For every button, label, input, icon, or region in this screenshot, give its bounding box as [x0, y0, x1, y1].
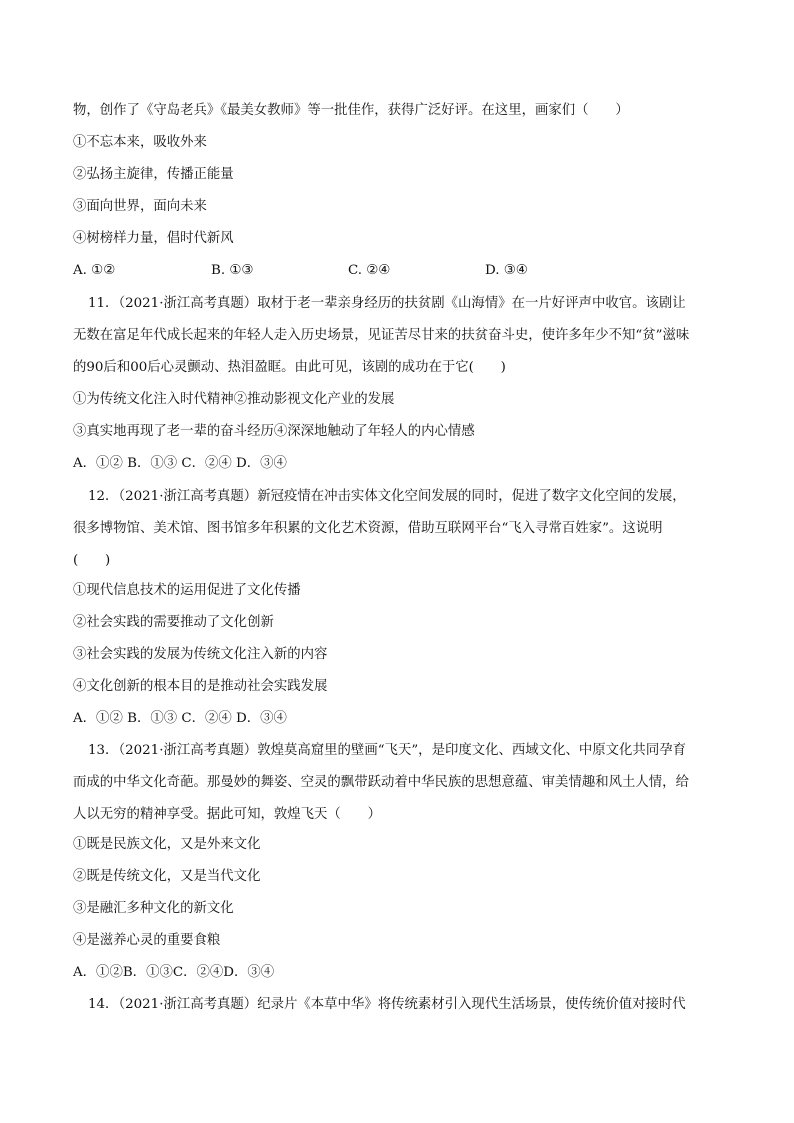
q13-options: A．①②B．①③C．②④D．③④: [73, 965, 275, 980]
q10-stem-tail: 物，创作了《守岛老兵》《最美女教师》等一批佳作，获得广泛好评。在这里，画家们（ ）: [73, 103, 629, 118]
q11-item-row-1: ①为传统文化注入时代精神②推动影视文化产业的发展: [73, 392, 395, 407]
q10-item-4: ④树榜样力量，倡时代新风: [73, 231, 234, 246]
q13-item-1: ①既是民族文化，又是外来文化: [73, 837, 261, 852]
q10-item-3: ③面向世界，面向未来: [73, 199, 207, 214]
q12-stem-line-3: ( ): [73, 553, 111, 568]
q12-stem-line-1: 12．（2021·浙江高考真题）新冠疫情在冲击实体文化空间发展的同时，促进了数字文化空间的发展，: [88, 489, 686, 504]
q14-stem-line-1: 14．（2021·浙江高考真题）纪录片《本草中华》将传统素材引入现代生活场景，使传统价值对接时代: [88, 997, 686, 1012]
q12-item-3: ③社会实践的发展为传统文化注入新的内容: [73, 647, 328, 662]
q10-option-d: D. ③④: [485, 263, 528, 278]
q10-item-2: ②弘扬主旋律，传播正能量: [73, 167, 234, 182]
q11-item-row-2: ③真实地再现了老一辈的奋斗经历④深深地触动了年轻人的内心情感: [73, 424, 475, 439]
q12-options: A．①② B．①③ C．②④ D．③④: [73, 711, 287, 726]
q13-stem-line-1: 13．（2021·浙江高考真题）敦煌莫高窟里的壁画“飞天”，是印度文化、西域文化、中原文化共同孕育: [88, 743, 686, 758]
q11-stem-line-3: 的90后和00后心灵颤动、热泪盈眶。由此可见，该剧的成功在于它( ): [73, 360, 506, 375]
q11-stem-line-2: 无数在富足年代成长起来的年轻人走入历史场景，见证苦尽甘来的扶贫奋斗史，使许多年少不知“贫”滋味: [73, 328, 690, 343]
q13-stem-line-2: 而成的中华文化奇葩。那曼妙的舞姿、空灵的飘带跃动着中华民族的思想意蕴、审美情趣和风土人情，给: [73, 775, 689, 790]
q10-option-c: C. ②④: [348, 263, 391, 278]
q12-item-1: ①现代信息技术的运用促进了文化传播: [73, 583, 301, 598]
q13-item-3: ③是融汇多种文化的新文化: [73, 901, 234, 916]
q11-stem-line-1: 11．（2021·浙江高考真题）取材于老一辈亲身经历的扶贫剧《山海情》在一片好评声中收官。该剧让: [88, 296, 686, 311]
q13-item-2: ②既是传统文化，又是当代文化: [73, 869, 261, 884]
q12-stem-line-2: 很多博物馆、美术馆、图书馆多年积累的文化艺术资源，借助互联网平台“飞入寻常百姓家”。这说明: [73, 521, 663, 536]
q10-option-b: B. ①③: [211, 263, 254, 278]
q12-item-4: ④文化创新的根本目的是推动社会实践发展: [73, 679, 328, 694]
q10-option-a: A. ①②: [73, 263, 116, 278]
q12-item-2: ②社会实践的需要推动了文化创新: [73, 615, 274, 630]
q13-item-4: ④是滋养心灵的重要食粮: [73, 933, 221, 948]
q10-item-1: ①不忘本来，吸收外来: [73, 135, 207, 150]
q11-options: A．①② B．①③ C．②④ D．③④: [73, 456, 287, 471]
q13-stem-line-3: 人以无穷的精神享受。据此可知，敦煌飞天（ ）: [73, 807, 381, 822]
